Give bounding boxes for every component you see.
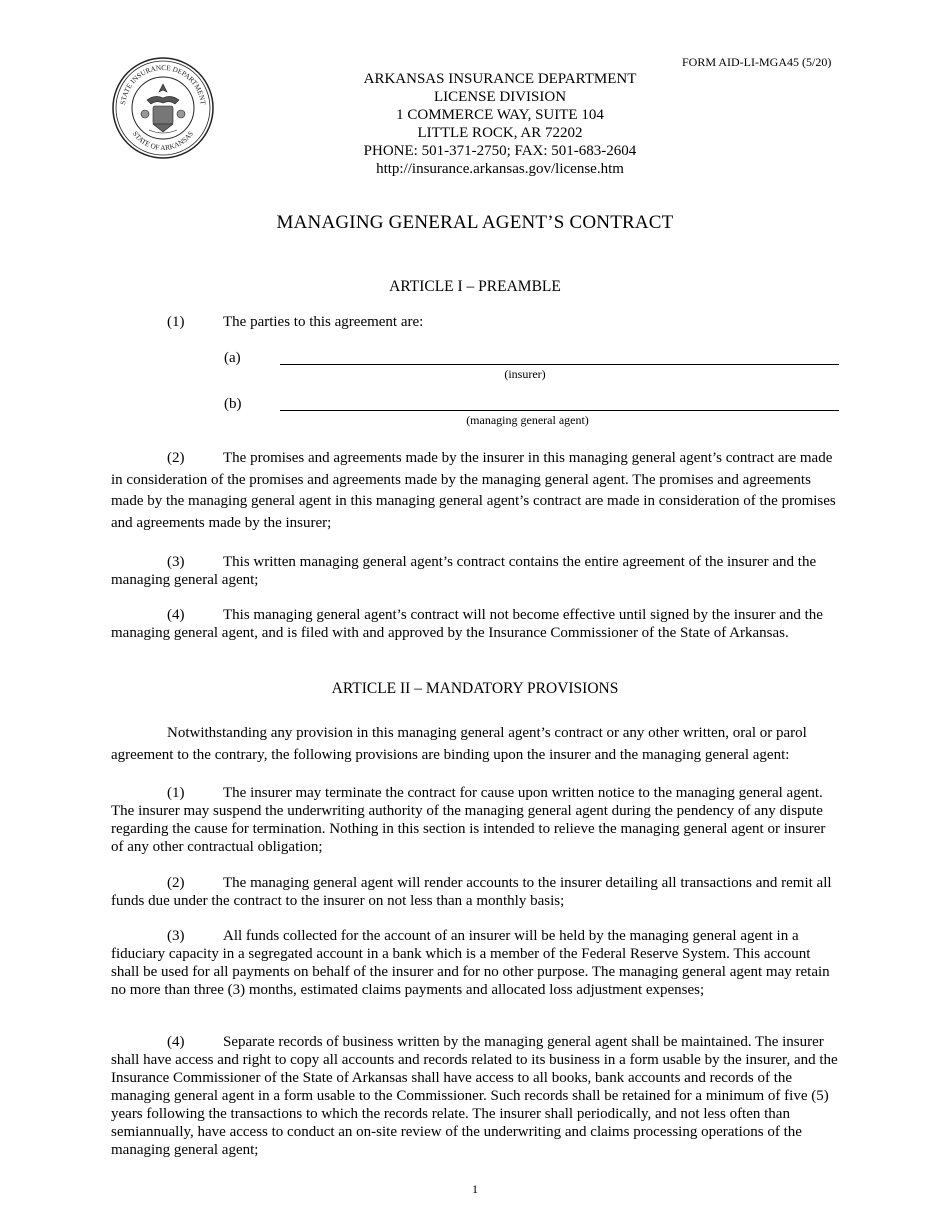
svg-text:STATE INSURANCE DEPARTMENT: STATE INSURANCE DEPARTMENT (119, 63, 207, 106)
party-b-label: (b) (224, 396, 242, 412)
party-a-caption: (insurer) (504, 367, 546, 381)
article-1-item-1 (167, 314, 423, 331)
item-text: The insurer may terminate the contract for cause upon written notice to the managing general agent. The insurer may suspend the underwriting authority of the managing general agent during the pendency of any dispute regarding the cause for termination. Nothing in this section is intended to relieve the managing general agent or insurer of any other contractual obligation; (111, 785, 826, 855)
document-title: MANAGING GENERAL AGENT’S CONTRACT (276, 212, 674, 233)
header-phone: PHONE: 501-371-2750; FAX: 501-683-2604 (363, 143, 637, 159)
item-text: All funds collected for the account of an insurer will be held by the managing general agent in a fiduciary capacity in a segregated account in a bank which is a member of the Federal Reserve System. This account shall be used for all payments on behalf of the insurer and for no other purpose. The managing general agent may retain no more than three (3) months, estimated claims payments and allocated loss adjustment expenses; (111, 928, 830, 998)
article-2-heading: ARTICLE II – MANDATORY PROVISIONS (331, 680, 619, 697)
article-1-item-2 (111, 448, 839, 534)
article-1-item-4 (111, 606, 839, 642)
item-text: Separate records of business written by the managing general agent shall be maintained. The insurer shall have access and right to copy all accounts and records related to its business in a form usable by the insurer, and the Insurance Commissioner of the State of Arkansas shall have access to all books, bank accounts and records of the managing general agent in a form usable to the Commissioner. Such records shall be retained for a minimum of five (5) years following the transactions to which the records relate. The insurer shall periodically, and not less often than semiannually, have access to conduct an on-site review of the underwriting and claims processing operations of the managing general agent; (111, 1034, 838, 1158)
insurer-signature-line[interactable] (280, 364, 839, 365)
item-number: (2) (167, 450, 185, 466)
item-text: This written managing general agent’s contract contains the entire agreement of the insurer and the managing general agent; (111, 554, 817, 588)
item-number: (1) (167, 314, 185, 330)
article-1-item-3 (111, 553, 839, 589)
svg-text:STATE OF ARKANSAS: STATE OF ARKANSAS (130, 129, 196, 153)
party-b-caption: (managing general agent) (466, 413, 589, 427)
item-number: (1) (167, 785, 185, 801)
header-department: ARKANSAS INSURANCE DEPARTMENT (363, 71, 637, 87)
article-2-intro (111, 723, 839, 766)
item-number: (4) (167, 1034, 185, 1050)
managing-agent-signature-line[interactable] (280, 410, 839, 411)
item-text: This managing general agent’s contract will not become effective until signed by the insurer and the managing general agent, and is filed with and approved by the Insurance Commissioner of the State of Arkansas. (111, 607, 823, 641)
header-city: LITTLE ROCK, AR 72202 (417, 125, 583, 141)
state-seal (111, 56, 215, 160)
item-text: The promises and agreements made by the insurer in this managing general agent’s contract are made in consideration of the promises and agreements made by the managing general agent. The promises and agreements made by the managing general agent in this managing general agent’s contract are made in consideration of the promises and agreements made by the insurer; (111, 450, 836, 531)
seal-icon (111, 56, 215, 160)
form-number: FORM AID-LI-MGA45 (5/20) (682, 55, 832, 69)
item-text: The managing general agent will render accounts to the insurer detailing all transactions and remit all funds due under the contract to the insurer on not less than a monthly basis; (111, 875, 832, 909)
article-2-item-2 (111, 874, 839, 910)
article-2-item-4 (111, 1033, 839, 1159)
department-header (300, 70, 700, 178)
page-number: 1 (472, 1182, 478, 1196)
item-number: (3) (167, 928, 185, 944)
item-number: (4) (167, 607, 185, 623)
item-number: (2) (167, 875, 185, 891)
article-2-item-3 (111, 927, 839, 999)
intro-text: Notwithstanding any provision in this managing general agent’s contract or any other written, oral or parol agreement to the contrary, the following provisions are binding upon the insurer and the managing general agent: (111, 725, 807, 763)
item-number: (3) (167, 554, 185, 570)
header-address: 1 COMMERCE WAY, SUITE 104 (396, 107, 604, 123)
article-2-item-1 (111, 784, 839, 856)
header-website: http://insurance.arkansas.gov/license.htm (376, 161, 624, 177)
article-1-heading: ARTICLE I – PREAMBLE (389, 278, 561, 295)
item-text: The parties to this agreement are: (223, 314, 424, 330)
party-a-label: (a) (224, 350, 241, 366)
header-division: LICENSE DIVISION (433, 89, 567, 105)
